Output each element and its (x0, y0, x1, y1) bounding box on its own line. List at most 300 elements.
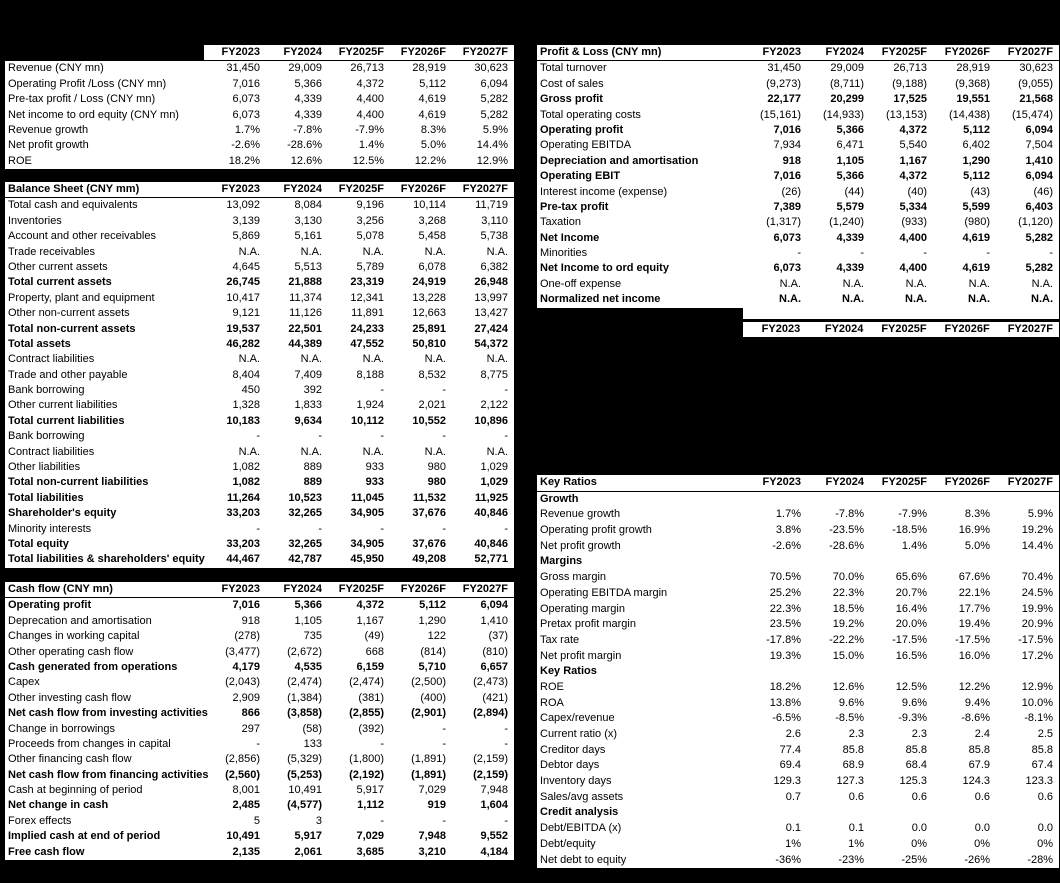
row-label: Implied cash at end of period (8, 830, 161, 843)
column-header: FY2025F (881, 323, 927, 335)
cell: 50,810 (412, 337, 446, 350)
cell: 11,264 (226, 491, 260, 504)
cell: (58) (302, 722, 322, 735)
row-label: One-off expense (540, 277, 622, 290)
row-label: Debt/equity (540, 837, 596, 850)
column-header: FY2027F (462, 183, 508, 195)
row-label: Total assets (8, 337, 71, 350)
detached-year-header (743, 307, 1059, 338)
cell: 4,339 (836, 231, 864, 244)
cell: 124.3 (962, 775, 990, 788)
cell: 1.4% (901, 539, 927, 552)
cell: 22,177 (767, 93, 801, 106)
row-label: Tax rate (540, 633, 580, 646)
cell: (43) (970, 185, 990, 198)
cell: 4,339 (294, 93, 322, 106)
cell: 0.0 (911, 822, 927, 835)
cell: 0.1 (848, 822, 864, 835)
cell: 11,925 (474, 491, 508, 504)
cell: - (986, 247, 990, 260)
row-label: Pre-tax profit / Loss (CNY mn) (8, 93, 156, 106)
cell: (44) (844, 185, 864, 198)
cell: -23.5% (829, 524, 864, 537)
header-row (5, 182, 514, 198)
table-title: Cash flow (CNY mn) (8, 583, 113, 595)
cell: 3,110 (481, 214, 508, 227)
cell: (40) (907, 185, 927, 198)
cell: 8,404 (232, 368, 260, 381)
cell: 10.0% (1021, 696, 1053, 709)
cell (996, 554, 1059, 570)
table-row (5, 245, 514, 260)
table-row (5, 383, 514, 398)
cell: 30,623 (1019, 62, 1053, 75)
cell: 8,775 (480, 368, 508, 381)
cell: 22.3% (769, 602, 801, 615)
cell (807, 664, 870, 680)
cell: N.A. (300, 353, 322, 366)
cell: 1,290 (418, 614, 446, 627)
cell: 12.9% (476, 154, 508, 167)
cell: 6,073 (232, 108, 260, 121)
cell: -22.2% (829, 633, 864, 646)
row-label: Net income to ord equity (CNY mn) (8, 108, 179, 121)
cell: (814) (420, 645, 446, 658)
cell: 10,552 (412, 414, 446, 427)
row-label: Total equity (8, 537, 69, 550)
header-row (537, 45, 1059, 61)
cell: 4,535 (294, 660, 322, 673)
cell: -17.8% (766, 633, 801, 646)
row-label: Cash at beginning of period (8, 784, 143, 797)
cell: 866 (241, 707, 260, 720)
cell: 668 (365, 645, 384, 658)
cell: 67.6% (958, 571, 990, 584)
cell: 24,919 (412, 276, 446, 289)
cell: (1,384) (287, 691, 322, 704)
table-row (537, 154, 1059, 169)
row-label: Changes in working capital (8, 630, 140, 643)
profit-loss-table (537, 45, 1059, 308)
cash-flow-table (5, 582, 514, 860)
cell: N.A. (238, 445, 260, 458)
cell: 0.0 (974, 822, 990, 835)
cell: -26% (964, 853, 990, 866)
row-label: Minority interests (8, 522, 92, 535)
cell: 6,073 (773, 262, 801, 275)
table-row (537, 727, 1059, 743)
cell: 70.4% (1021, 571, 1053, 584)
row-label: Net profit growth (8, 139, 89, 152)
cell: 52,771 (474, 553, 508, 566)
row-label: Other financing cash flow (8, 753, 132, 766)
row-label: Debt/EBITDA (x) (540, 822, 622, 835)
table-row (5, 537, 514, 552)
row-label: Change in borrowings (8, 722, 116, 735)
row-label: Cost of sales (540, 77, 604, 90)
row-label: Net Income (540, 231, 600, 244)
cell: 7,016 (773, 170, 801, 183)
cell: 0.0 (1037, 822, 1053, 835)
table-row (537, 602, 1059, 618)
row-label: Bank borrowing (8, 384, 85, 397)
table-row (537, 837, 1059, 853)
cell: 4,619 (418, 108, 446, 121)
cell: 980 (427, 476, 446, 489)
cell: (1,891) (411, 768, 446, 781)
cell: 5,513 (294, 260, 322, 273)
row-label: Shareholder's equity (8, 507, 117, 520)
cell (807, 492, 870, 508)
column-header: FY2024 (283, 46, 322, 58)
cell: 11,532 (412, 491, 446, 504)
cell: 0% (911, 837, 927, 850)
cell: 11,719 (475, 199, 508, 212)
cell: 6,094 (1025, 123, 1053, 136)
cell: 34,905 (350, 507, 384, 520)
row-label: Key Ratios (540, 665, 597, 678)
cell: -7.8% (293, 123, 322, 136)
cell: (421) (482, 691, 508, 704)
cell: -7.9% (355, 123, 384, 136)
row-label: Trade and other payable (8, 368, 128, 381)
cell: 5.9% (482, 123, 508, 136)
cell: N.A. (424, 445, 446, 458)
cell: (13,153) (886, 108, 927, 121)
cell: - (504, 430, 508, 443)
cell: 10,114 (413, 199, 446, 212)
row-label: Current ratio (x) (540, 728, 618, 740)
row-label: Operating EBITDA (540, 139, 632, 152)
cell: 1,029 (480, 461, 508, 474)
cell: (4,577) (287, 799, 322, 812)
column-header: FY2026F (400, 583, 446, 595)
row-label: Revenue growth (540, 508, 621, 521)
cell: 7,016 (232, 599, 260, 612)
cell: (5,253) (287, 768, 322, 781)
cell: (26) (781, 185, 801, 198)
row-label: Free cash flow (8, 845, 85, 858)
cell: 44,467 (226, 553, 260, 566)
cell: N.A. (779, 293, 801, 306)
cell (996, 664, 1059, 680)
table-row (5, 291, 514, 306)
cell: 6,094 (1025, 170, 1053, 183)
cell: 10,523 (288, 491, 322, 504)
column-header: FY2025F (881, 476, 927, 488)
cell: 2,485 (232, 799, 260, 812)
table-row (5, 783, 514, 798)
cell: (2,901) (411, 707, 446, 720)
cell (870, 554, 933, 570)
table-row (5, 691, 514, 706)
row-label: Creditor days (540, 743, 606, 756)
table-row (5, 337, 514, 352)
cell: 23,319 (350, 276, 384, 289)
cell: 1,029 (480, 476, 508, 489)
cell: 918 (241, 614, 260, 627)
table-row (5, 768, 514, 783)
cell: 0.6 (974, 790, 990, 803)
cell: 19.2% (832, 618, 864, 631)
cell: 67.4 (1031, 759, 1053, 772)
table-row (537, 231, 1059, 246)
cell: (8,711) (829, 77, 864, 90)
cell: (2,159) (473, 768, 508, 781)
cell: 34,905 (350, 537, 384, 550)
cell: N.A. (905, 293, 927, 306)
column-header: FY2027F (1007, 476, 1053, 488)
row-label: Trade receivables (8, 245, 96, 258)
cell: 15.0% (832, 649, 864, 662)
cell: 5,112 (419, 77, 446, 90)
row-label: Credit analysis (540, 806, 619, 819)
cell: 5.0% (420, 139, 446, 152)
table-row (537, 185, 1059, 200)
table-row (537, 570, 1059, 586)
row-label: Account and other receivables (8, 230, 156, 243)
cell: 4,372 (899, 123, 927, 136)
table-row (5, 92, 514, 107)
row-label: Contract liabilities (8, 353, 95, 366)
cell: (3,858) (287, 707, 322, 720)
row-label: Pretax profit margin (540, 618, 636, 631)
row-label: Total liabilities & shareholders' equity (8, 553, 205, 566)
cell: 9,121 (232, 307, 260, 320)
cell: 5,599 (962, 200, 990, 213)
cell: - (504, 722, 508, 735)
cell: 919 (427, 799, 446, 812)
column-header: FY2023 (762, 476, 801, 488)
header-row (5, 582, 514, 598)
table-row (537, 507, 1059, 523)
cell: 16.5% (895, 649, 927, 662)
cell: 6,094 (480, 599, 508, 612)
row-label: ROA (540, 696, 564, 709)
cell: - (504, 522, 508, 535)
cell: -2.6% (231, 139, 260, 152)
cell: 13,997 (474, 291, 508, 304)
cell: 5,112 (419, 599, 446, 612)
row-label: ROE (8, 154, 32, 167)
cell: -7.8% (835, 508, 864, 521)
cell (744, 664, 807, 680)
column-header: FY2026F (944, 476, 990, 488)
cell: 26,713 (893, 62, 927, 75)
cell: N.A. (424, 245, 446, 258)
cell (744, 554, 807, 570)
cell: -17.5% (955, 633, 990, 646)
cell: 2,122 (480, 399, 508, 412)
cell: - (1049, 247, 1053, 260)
cell: 5,282 (480, 108, 508, 121)
cell: 2.5 (1037, 728, 1053, 740)
cell: 6,078 (418, 260, 446, 273)
cell: 11,374 (289, 291, 322, 304)
cell: (1,800) (349, 753, 384, 766)
table-row (537, 169, 1059, 184)
cell: N.A. (300, 245, 322, 258)
cell: 24,233 (350, 322, 384, 335)
row-label: ROE (540, 680, 564, 693)
cell: 85.8 (842, 743, 864, 756)
cell: -17.5% (892, 633, 927, 646)
cell: N.A. (1031, 277, 1053, 290)
cell: (933) (901, 216, 927, 229)
column-header: FY2023 (762, 46, 801, 58)
cell: 5,540 (899, 139, 927, 152)
cell: 3,210 (418, 845, 446, 858)
cell: 9,552 (480, 830, 508, 843)
cell (870, 805, 933, 821)
cell: 17,525 (893, 93, 927, 106)
cell: 9.6% (838, 696, 864, 709)
cell: 85.8 (1031, 743, 1053, 756)
cell: - (442, 722, 446, 735)
cell: 2.4 (974, 728, 990, 740)
cell: (2,560) (225, 768, 260, 781)
row-label: Depreciation and amortisation (540, 154, 699, 167)
cell: (49) (364, 630, 384, 643)
column-header: FY2027F (1007, 323, 1053, 335)
cell: 18.2% (228, 154, 260, 167)
cell: - (923, 247, 927, 260)
row-label: Gross profit (540, 93, 603, 106)
table-row (537, 743, 1059, 759)
cell: 5,334 (899, 200, 927, 213)
table-row (537, 805, 1059, 821)
cell: 0.7 (785, 790, 801, 803)
table-row (5, 260, 514, 275)
cell: 11,126 (289, 307, 322, 320)
cell: 2.3 (848, 728, 864, 740)
column-header: FY2024 (825, 476, 864, 488)
table-row (537, 77, 1059, 92)
cell: 12.6% (832, 680, 864, 693)
cell: 133 (303, 737, 322, 750)
table-title: Balance Sheet (CNY mm) (8, 183, 140, 195)
cell: 1,410 (1025, 154, 1053, 167)
cell: 44,389 (288, 337, 322, 350)
table-row (5, 198, 514, 213)
cell: (2,856) (225, 753, 260, 766)
cell: 22,501 (288, 322, 322, 335)
row-label: Cash generated from operations (8, 660, 178, 673)
cell: -17.5% (1018, 633, 1053, 646)
table-row (5, 429, 514, 444)
table-row (5, 614, 514, 629)
table-row (537, 261, 1059, 276)
cell: (15,161) (760, 108, 801, 121)
cell: 5,917 (356, 784, 384, 797)
column-header: FY2026F (944, 323, 990, 335)
cell: 4,400 (899, 231, 927, 244)
cell: (14,933) (823, 108, 864, 121)
cell: 1,167 (899, 154, 927, 167)
cell: 3,130 (294, 214, 322, 227)
cell: 7,016 (232, 77, 260, 90)
cell: 1% (848, 837, 864, 850)
cell: 889 (303, 476, 322, 489)
row-label: Capex (8, 676, 40, 689)
cell: -8.6% (961, 712, 990, 725)
cell: 12,341 (350, 291, 384, 304)
row-label: Operating profit (8, 599, 92, 612)
cell: 12.5% (895, 680, 927, 693)
table-row (537, 123, 1059, 138)
cell: N.A. (842, 293, 864, 306)
table-row (5, 829, 514, 844)
cell: 25.2% (769, 586, 801, 599)
cell: 68.4 (905, 759, 927, 772)
cell: 1% (785, 837, 801, 850)
cell: - (256, 737, 260, 750)
cell: 1,290 (962, 154, 990, 167)
cell: 22.3% (832, 586, 864, 599)
cell: 28,919 (412, 62, 446, 75)
cell: 6,402 (962, 139, 990, 152)
cell: 26,713 (350, 62, 384, 75)
cell: - (797, 247, 801, 260)
table-row (5, 660, 514, 675)
cell: 125.3 (899, 775, 927, 788)
row-label: Minorities (540, 247, 588, 260)
table-row (5, 798, 514, 813)
key-ratios-table (537, 475, 1059, 868)
row-label: Other current liabilities (8, 399, 118, 412)
table-row (5, 414, 514, 429)
cell: 17.2% (1021, 649, 1053, 662)
cell: 10,112 (350, 414, 384, 427)
cell: 70.5% (769, 571, 801, 584)
cell: 31,450 (226, 62, 260, 75)
cell: (1,120) (1018, 216, 1053, 229)
cell: 8.3% (420, 123, 446, 136)
cell: 980 (427, 461, 446, 474)
cell (996, 805, 1059, 821)
cell: 20,299 (830, 93, 864, 106)
table-row (537, 617, 1059, 633)
cell: 42,787 (288, 553, 322, 566)
table-row (5, 108, 514, 123)
cell (870, 664, 933, 680)
cell: 26,948 (474, 276, 508, 289)
cell: 1,328 (232, 399, 260, 412)
cell (744, 492, 807, 508)
cell: 2,061 (294, 845, 322, 858)
row-label: Gross margin (540, 571, 607, 584)
cell: (2,894) (473, 707, 508, 720)
cell: 9,634 (294, 414, 322, 427)
cell: 7,029 (356, 830, 384, 843)
cell: -23% (838, 853, 864, 866)
cell: 3,139 (232, 214, 260, 227)
row-label: Bank borrowing (8, 430, 85, 443)
cell: (1,240) (829, 216, 864, 229)
cell: 122 (427, 630, 446, 643)
table-row (537, 774, 1059, 790)
row-label: Net profit growth (540, 539, 621, 552)
cell: 5 (253, 814, 260, 827)
table-row (537, 108, 1059, 123)
cell: 68.9 (842, 759, 864, 772)
cell: 5,112 (963, 123, 990, 136)
cell: 19.9% (1021, 602, 1053, 615)
cell: 3 (315, 814, 322, 827)
cell: - (504, 814, 508, 827)
row-label: Growth (540, 492, 579, 505)
table-row (5, 275, 514, 290)
